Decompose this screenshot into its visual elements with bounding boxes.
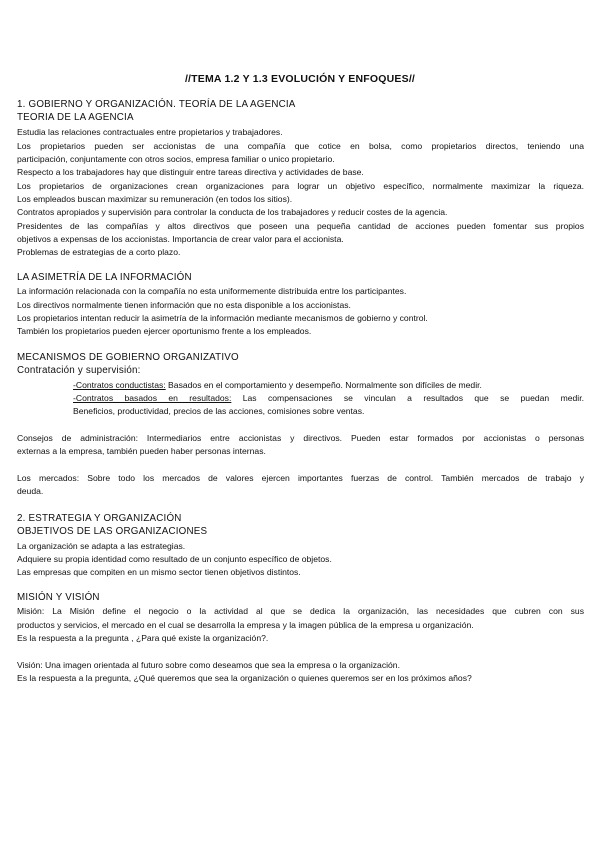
paragraph-line: Es la respuesta a la pregunta, ¿Qué queremos que sea la organización o quienes queremos ser en los próximos años? — [17, 673, 472, 683]
paragraph-line: Los propietarios de organizaciones crean organizaciones para lograr un objetivo específico, normalmente maximizar la riqueza. — [17, 181, 584, 191]
contract-label: -Contratos conductistas: — [73, 380, 166, 390]
paragraph-line: deuda. — [17, 486, 44, 496]
paragraph-line: Los mercados: Sobre todo los mercados de valores ejercen importantes fuerzas de control. También mercados de trabajo y — [17, 473, 584, 483]
section-heading-asimetria: LA ASIMETRÍA DE LA INFORMACIÓN — [17, 272, 192, 283]
paragraph-line: La información relacionada con la compañía no esta uniformemente distribuida entre los participantes. — [17, 286, 407, 296]
paragraph-line: Los propietarios pueden ser accionistas de una compañía que cotice en bolsa, como propietarios directos, teniendo una — [17, 141, 584, 151]
section-heading-gobierno: 1. GOBIERNO Y ORGANIZACIÓN. TEORÍA DE LA AGENCIA — [17, 99, 296, 110]
section-heading-estrategia: 2. ESTRATEGIA Y ORGANIZACIÓN — [17, 513, 182, 524]
paragraph-line: objetivos a expensas de los accionistas. Importancia de crear valor para el accionista. — [17, 234, 344, 244]
section-heading-mecanismos: MECANISMOS DE GOBIERNO ORGANIZATIVO — [17, 352, 239, 363]
paragraph-line: Los propietarios intentan reducir la asimetría de la información mediante mecanismos de gobierno y control. — [17, 313, 428, 323]
paragraph-line: Las empresas que compiten en un mismo sector tienen objetivos distintos. — [17, 567, 301, 577]
paragraph-line: Problemas de estrategias de a corto plazo. — [17, 247, 181, 257]
contract-item-conductistas — [73, 380, 584, 391]
paragraph-line: externas a la empresa, también pueden haber personas internas. — [17, 446, 266, 456]
paragraph-line: También los propietarios pueden ejercer oportunismo frente a los empleados. — [17, 326, 312, 336]
paragraph-line: Respecto a los trabajadores hay que distinguir entre tareas directiva y actividades de base. — [17, 167, 364, 177]
subheading-teoria-agencia: TEORIA DE LA AGENCIA — [17, 112, 134, 123]
paragraph-line: Visión: Una imagen orientada al futuro sobre como deseamos que sea la empresa o la organización. — [17, 660, 400, 670]
paragraph-line: Contratos apropiados y supervisión para controlar la conducta de los trabajadores y reducir costes de la agencia. — [17, 207, 448, 217]
paragraph-line: participación, conjuntamente con otros socios, empresa familiar o unico propietario. — [17, 154, 335, 164]
contract-item-continuation: Beneficios, productividad, precios de las acciones, comisiones sobre ventas. — [73, 406, 365, 416]
contract-text: Basados en el comportamiento y desempeño. Normalmente son difíciles de medir. — [165, 380, 482, 390]
contract-text: Las compensaciones se vinculan a resultados que se puedan medir. — [231, 393, 584, 403]
contract-item-resultados — [73, 393, 584, 404]
paragraph-line: Estudia las relaciones contractuales entre propietarios y trabajadores. — [17, 127, 283, 137]
document-title: //TEMA 1.2 Y 1.3 EVOLUCIÓN Y ENFOQUES// — [184, 73, 416, 85]
paragraph-line: Los directivos normalmente tienen información que no esta disponible a los accionistas. — [17, 300, 351, 310]
paragraph-line: Consejos de administración: Intermediarios entre accionistas y directivos. Pueden estar formados por accionistas o personas — [17, 433, 584, 443]
paragraph-line: Los empleados buscan maximizar su remuneración (en todos los sitios). — [17, 194, 293, 204]
paragraph-line: Adquiere su propia identidad como resultado de un conjunto específico de objetos. — [17, 554, 332, 564]
section-heading-mision-vision: MISIÓN Y VISIÓN — [17, 592, 100, 603]
subheading-objetivos: OBJETIVOS DE LAS ORGANIZACIONES — [17, 526, 208, 537]
paragraph-line: Presidentes de las compañías y altos directivos que poseen una pequeña cantidad de acciones pueden fomentar sus propios — [17, 221, 584, 231]
paragraph-line: La organización se adapta a las estrategias. — [17, 541, 186, 551]
subheading-contratacion: Contratación y supervisión: — [17, 365, 141, 376]
contract-label: -Contratos basados en resultados: — [73, 393, 232, 403]
paragraph-line: productos y servicios, el mercado en el cual se desarrolla la empresa y la imagen pública de la empresa u organización. — [17, 620, 474, 630]
paragraph-line: Es la respuesta a la pregunta , ¿Para qué existe la organización?. — [17, 633, 269, 643]
paragraph-line: Misión: La Misión define el negocio o la actividad al que se dedica la organización, las necesidades que cubren con sus — [17, 606, 584, 616]
